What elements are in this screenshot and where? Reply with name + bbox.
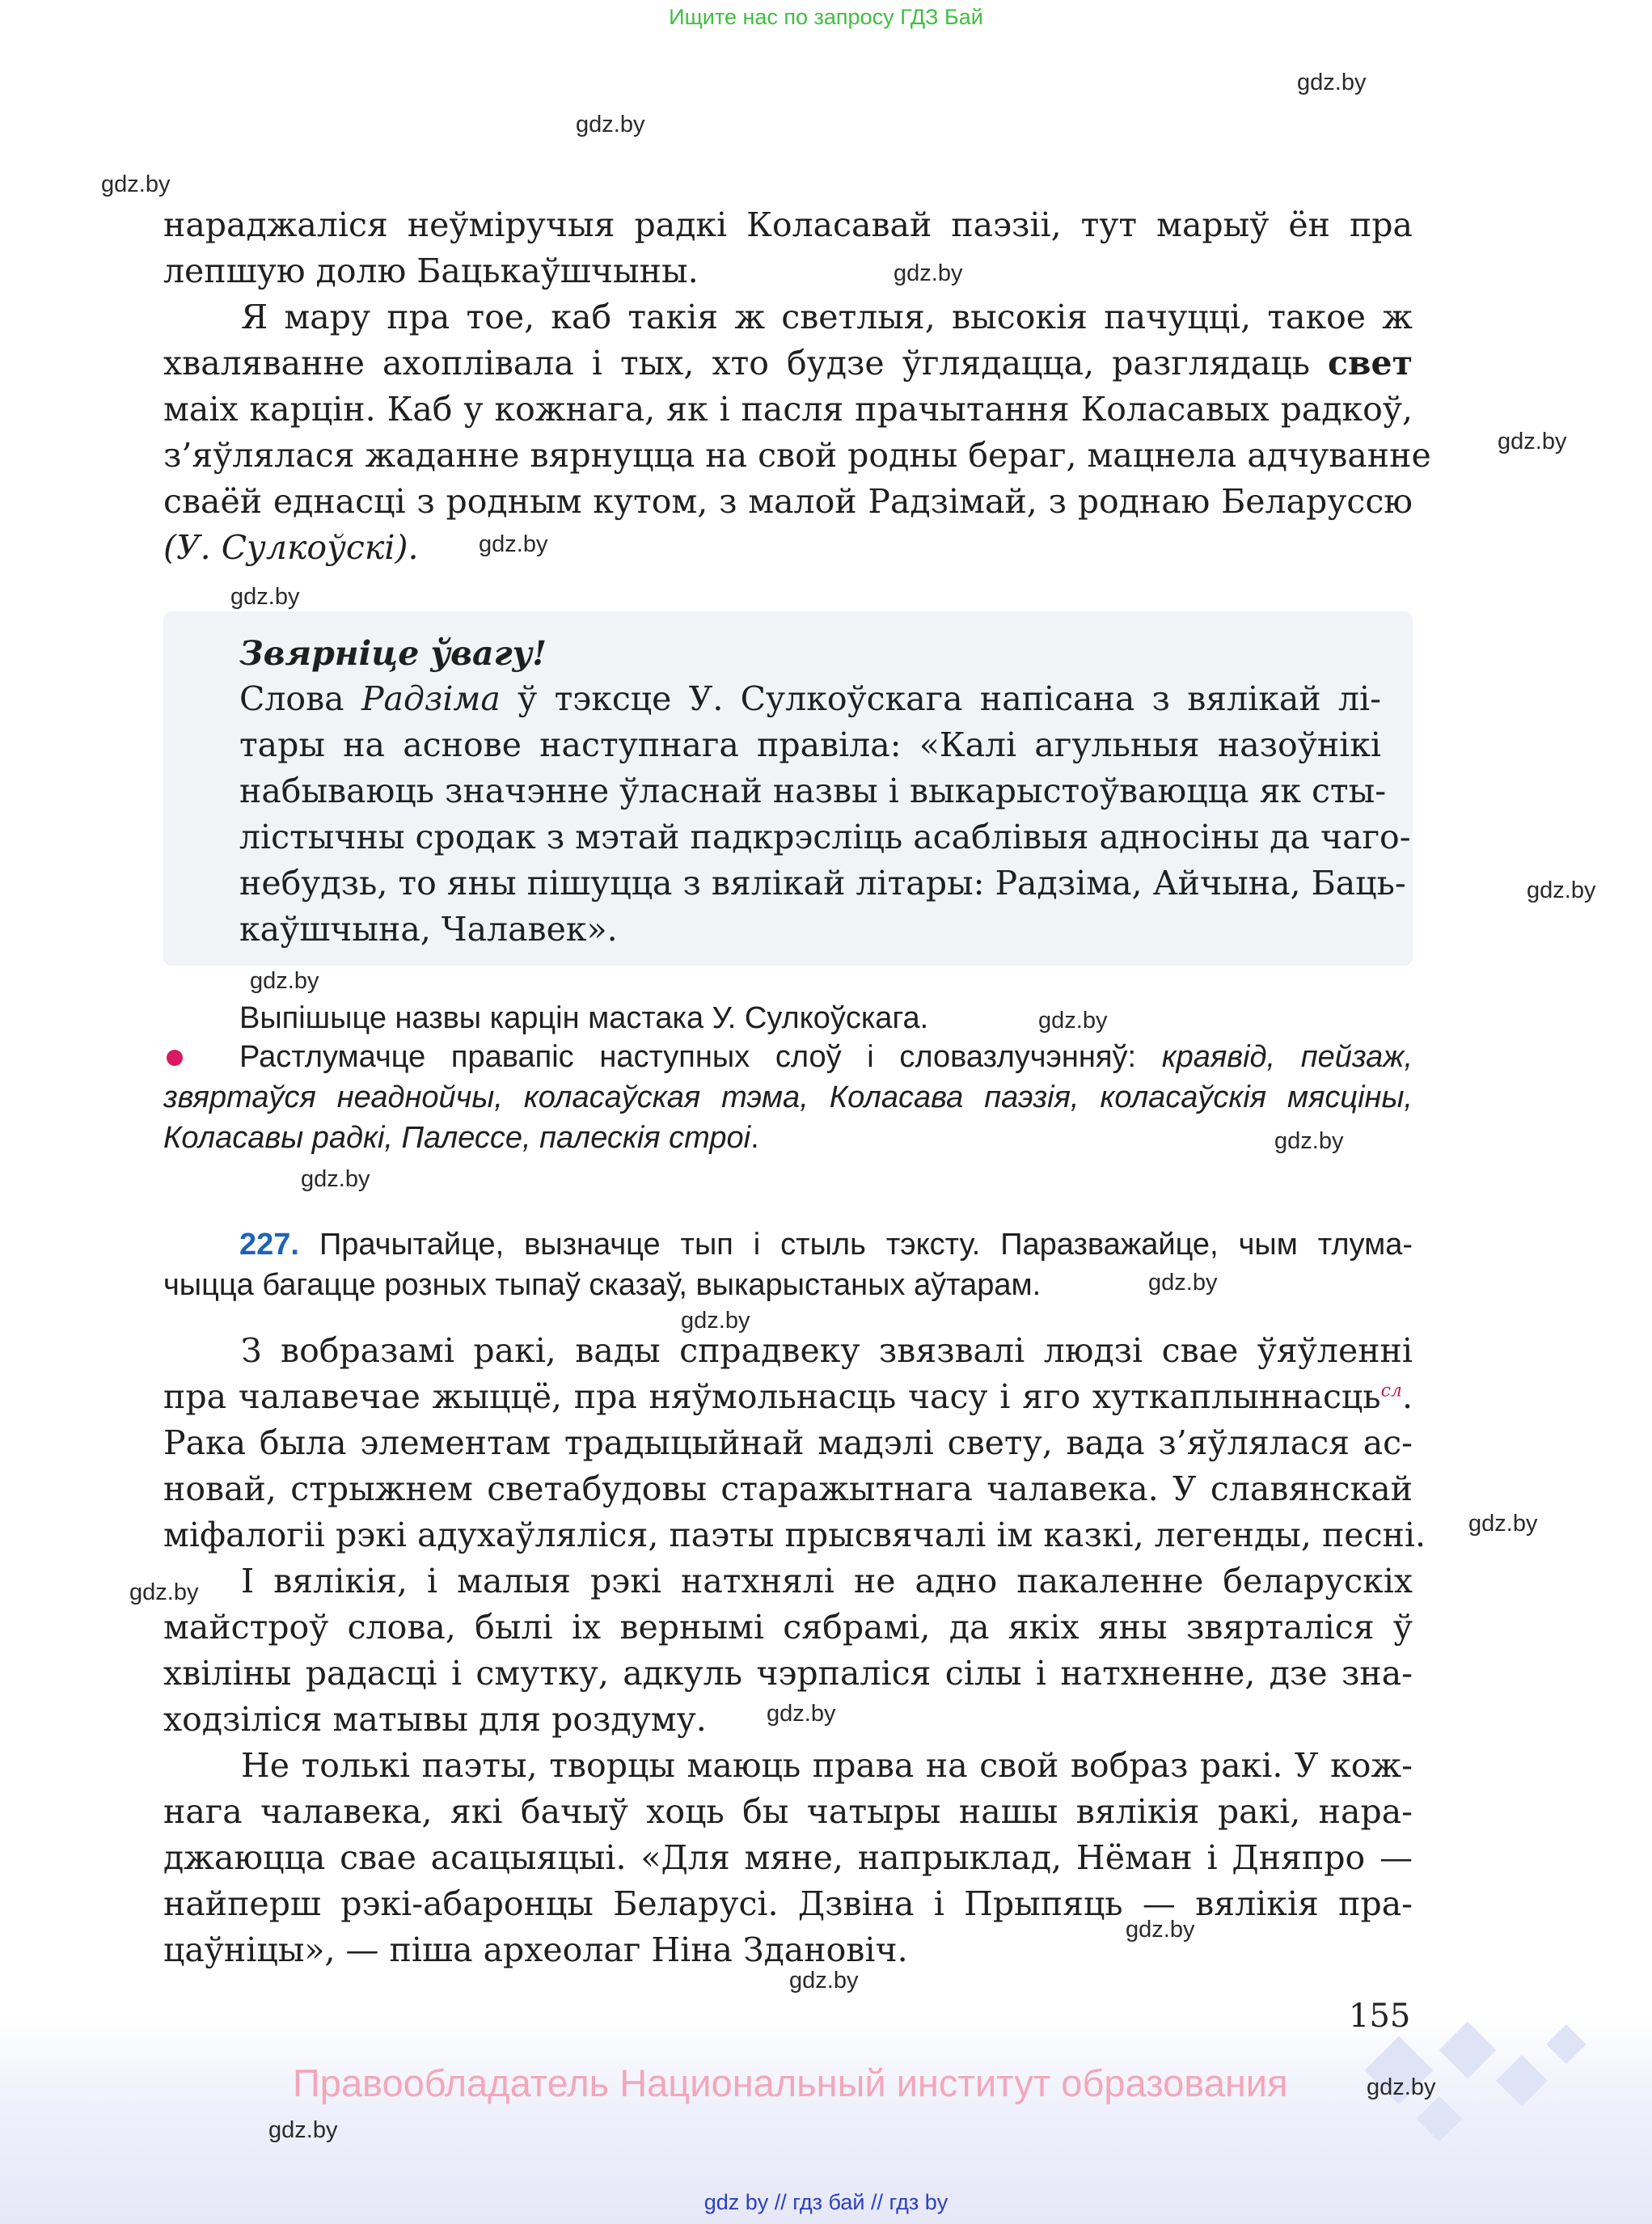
task-italic-words: краявід, пейзаж, [1161, 1040, 1413, 1074]
note-italic-word: Радзіма [361, 679, 501, 718]
watermark: gdz.by [767, 1701, 836, 1727]
task-explain-line [163, 1118, 1413, 1158]
watermark: gdz.by [129, 1579, 199, 1605]
note-title: Звярніце ўвагу! [239, 634, 547, 673]
text-line: новай, стрыжнем светабудовы старажытнага чалавека. У славянскай [163, 1469, 1413, 1508]
watermark: gdz.by [230, 584, 300, 610]
paragraph-line: нараджаліся неўміручыя радкі Коласавай паэзіі, тут марыў ён пра [163, 205, 1413, 244]
note-text: ў тэксце У. Сулкоўскага напісана з вялікай лі- [518, 679, 1381, 718]
watermark: gdz.by [250, 968, 319, 994]
paragraph-line: Я мару пра тое, каб такія ж светлыя, высокія пачуцці, такое ж [241, 298, 1413, 336]
page-number: 155 [1349, 1998, 1411, 2035]
text-line: ходзіліся матывы для роздуму. [163, 1700, 707, 1739]
text-line: майстроў слова, былі іх вернымі сябрамі, да якіх яны звярталіся ў [163, 1608, 1413, 1647]
exercise-text: Прачытайце, вызначце тып і стыль тэксту. Паразважайце, чым тлума- [319, 1228, 1413, 1262]
watermark: gdz.by [1297, 70, 1367, 95]
text-line: З вобразамі ракі, вады спрадвеку звязвалі людзі свае ўяўленні [241, 1331, 1413, 1370]
exercise-line: чыцца багацце розных тыпаў сказаў, выкарыстаных аўтарам. [163, 1268, 1041, 1302]
text-line [163, 1374, 1413, 1420]
task-italic-words: Коласавы радкі, Палессе, палескія строі [163, 1121, 751, 1155]
note-line: тары на аснове наступнага правіла: «Калі агульныя назоўнікі [239, 725, 1381, 764]
watermark: gdz.by [1148, 1270, 1218, 1296]
rights-holder: Правообладатель Национальный институт образования [293, 2061, 1288, 2104]
text-line: нага чалавека, які бачыў хоць бы чатыры нашы вялікія ракі, нара- [163, 1792, 1413, 1831]
text-line: найперш рэкі-абаронцы Беларусі. Дзвіна і Прыпяць — вялікія пра- [163, 1884, 1413, 1923]
watermark: gdz.by [1038, 1008, 1108, 1034]
watermark: gdz.by [681, 1308, 750, 1334]
watermark: gdz.by [1468, 1511, 1538, 1537]
paragraph-line: сваёй еднасці з родным кутом, з малой Радзімай, з роднаю Беларуссю [163, 482, 1413, 521]
note-line: небудзь, то яны пішуцца з вялікай літары: Радзіма, Айчына, Баць- [239, 864, 1406, 903]
note-line: набываюць значэнне ўласнай назвы і выкарыстоўваюцца як сты- [239, 772, 1387, 810]
watermark: gdz.by [479, 531, 548, 557]
top-banner[interactable]: Ищите нас по запросу ГДЗ Бай [669, 5, 983, 29]
task-copy-titles: Выпішыце назвы карцін мастака У. Сулкоўскага. [239, 1001, 929, 1035]
watermark: gdz.by [576, 112, 645, 137]
watermark: gdz.by [789, 1968, 859, 1994]
text-line: джаюцца свае асацыяцыі. «Для мяне, напрыклад, Нёман і Дняпро — [163, 1838, 1413, 1877]
note-line: каўшчына, Чалавек». [239, 910, 618, 949]
watermark: gdz.by [268, 2117, 338, 2143]
text-line: Рака была элементам традыцыйнай мадэлі свету, вада з’яўлялася ас- [163, 1423, 1413, 1462]
paragraph-text: хваляванне ахоплівала і тых, хто будзе ўглядацца, разглядаць [163, 344, 1310, 383]
author-signature: (У. Сулкоўскі). [163, 528, 419, 567]
watermark: gdz.by [1274, 1128, 1344, 1154]
dictionary-mark: сл [1380, 1380, 1402, 1402]
note-line: лістычны сродак з мэтай падкрэсліць асаблівыя адносіны да чаго- [239, 818, 1411, 856]
exercise-number: 227. [239, 1228, 299, 1262]
task-explain-line [239, 1037, 1413, 1077]
text-line: хвіліны радасці і смутку, адкуль чэрпаліся сілы і натхненне, дзе зна- [163, 1654, 1413, 1693]
text-line: І вялікія, і малыя рэкі натхнялі не адно пакаленне беларускіх [241, 1562, 1413, 1600]
text-line: цаўніцы», — піша археолаг Ніна Здановіч. [163, 1930, 908, 1969]
bold-word: свет [1328, 344, 1413, 383]
watermark: gdz.by [1126, 1917, 1195, 1943]
watermark: gdz.by [301, 1166, 370, 1192]
watermark: gdz.by [1498, 429, 1567, 455]
text-line: Не толькі паэты, творцы маюць права на свой вобраз ракі. У кож- [241, 1746, 1413, 1785]
watermark: gdz.by [1527, 877, 1596, 903]
text-segment: пра чалавечае жыццё, пра няўмольнасць часу і яго хуткаплыннасць [163, 1377, 1381, 1416]
paragraph-line: маіх карцін. Каб у кожнага, як і пасля прачытання Коласавых радкоў, [163, 390, 1413, 429]
text-line: міфалогіі рэкі адухаўляліся, паэты прысвячалі ім казкі, легенды, песні. [163, 1516, 1426, 1554]
paragraph-line [163, 340, 1413, 387]
task-text: Растлумачце правапіс наступных слоў і словазлучэнняў: [239, 1040, 1137, 1074]
text-segment: . [1401, 1377, 1413, 1416]
bullet-icon [167, 1050, 183, 1066]
watermark: gdz.by [1367, 2074, 1436, 2100]
paragraph-line: лепшую долю Бацькаўшчыны. [163, 252, 699, 290]
note-text: Слова [239, 679, 344, 718]
note-line [239, 676, 1381, 722]
task-explain-line: звяртаўся неаднойчы, коласаўская тэма, Коласава паэзія, коласаўскія мясціны, [163, 1080, 1413, 1114]
paragraph-line: з’яўлялася жаданне вярнуцца на свой родны бераг, мацнела адчуванне [163, 436, 1431, 475]
watermark: gdz.by [101, 171, 171, 197]
task-text: . [750, 1121, 759, 1155]
bottom-links[interactable]: gdz by // гдз бай // гдз by [703, 2190, 949, 2214]
watermark: gdz.by [894, 260, 963, 286]
exercise-line [239, 1224, 1413, 1265]
